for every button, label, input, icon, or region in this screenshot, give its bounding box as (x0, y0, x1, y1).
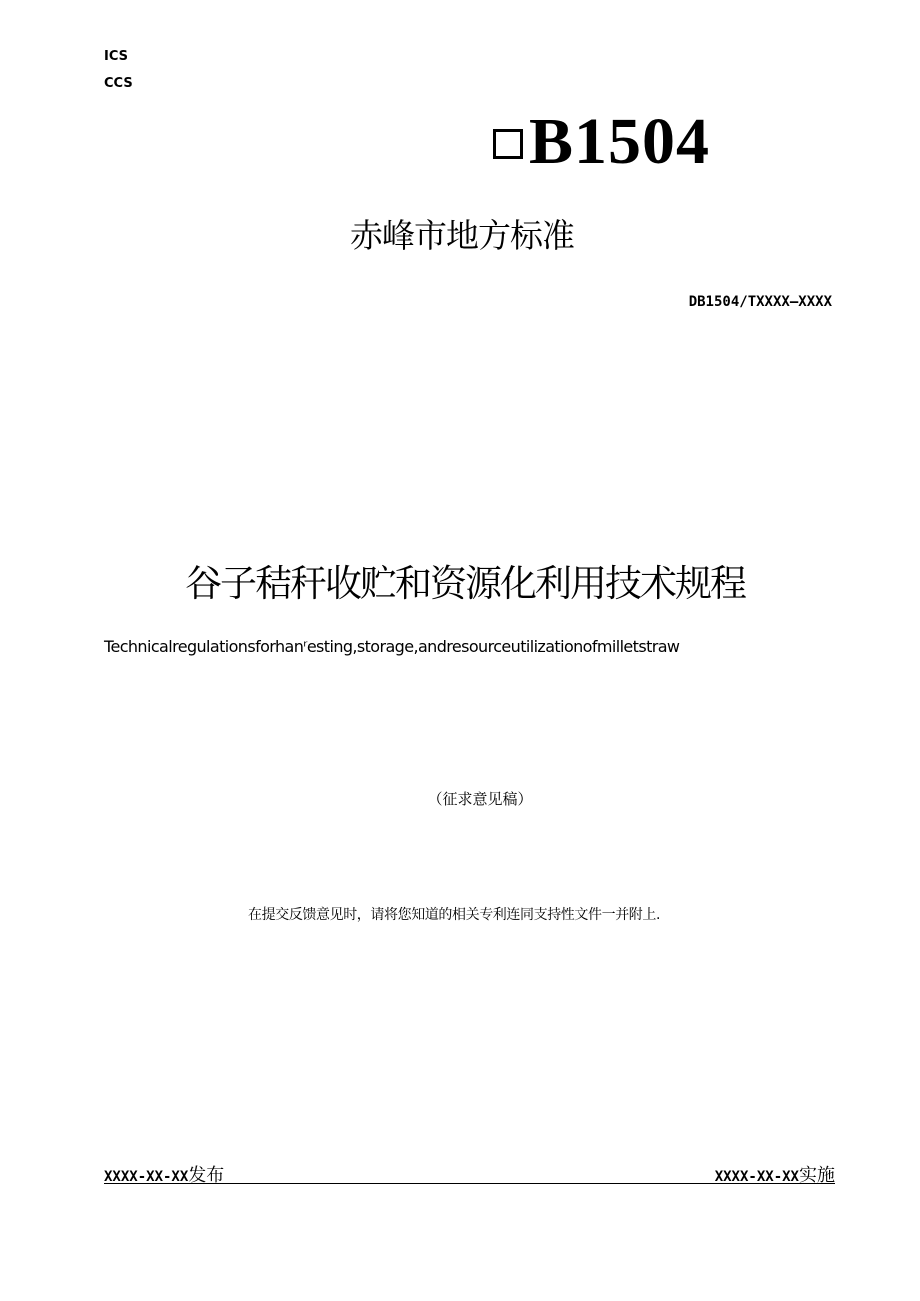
ics-label: ICS (104, 49, 128, 64)
standard-number: DB1504/TXXXX—XXXX (688, 294, 832, 310)
document-title-chinese: 谷子秸秆收贮和资源化利用技术规程 (185, 562, 745, 605)
standard-type: 赤峰市地方标准 (350, 216, 574, 255)
implement-date: XXXX-XX-XX (714, 1169, 799, 1185)
document-title-english: Technicalregulationsforhanʳesting,storage,andresourceutilizationofmilletstraw (104, 637, 680, 656)
logo-box-icon (493, 129, 523, 159)
patent-notice: 在提交反馈意见时，请将您知道的相关专利连同支持性文件一并附上. (248, 907, 661, 923)
ccs-label: CCS (104, 76, 133, 91)
implement-label: 实施 (799, 1165, 835, 1186)
standard-logo (493, 104, 710, 180)
logo-text: B1504 (529, 105, 711, 178)
draft-status (0, 788, 920, 809)
publish-label: 发布 (188, 1165, 225, 1186)
draft-label: （征求意见稿） (427, 790, 533, 808)
publish-date: XXXX-XX-XX (104, 1169, 189, 1185)
footer-divider (104, 1183, 835, 1184)
